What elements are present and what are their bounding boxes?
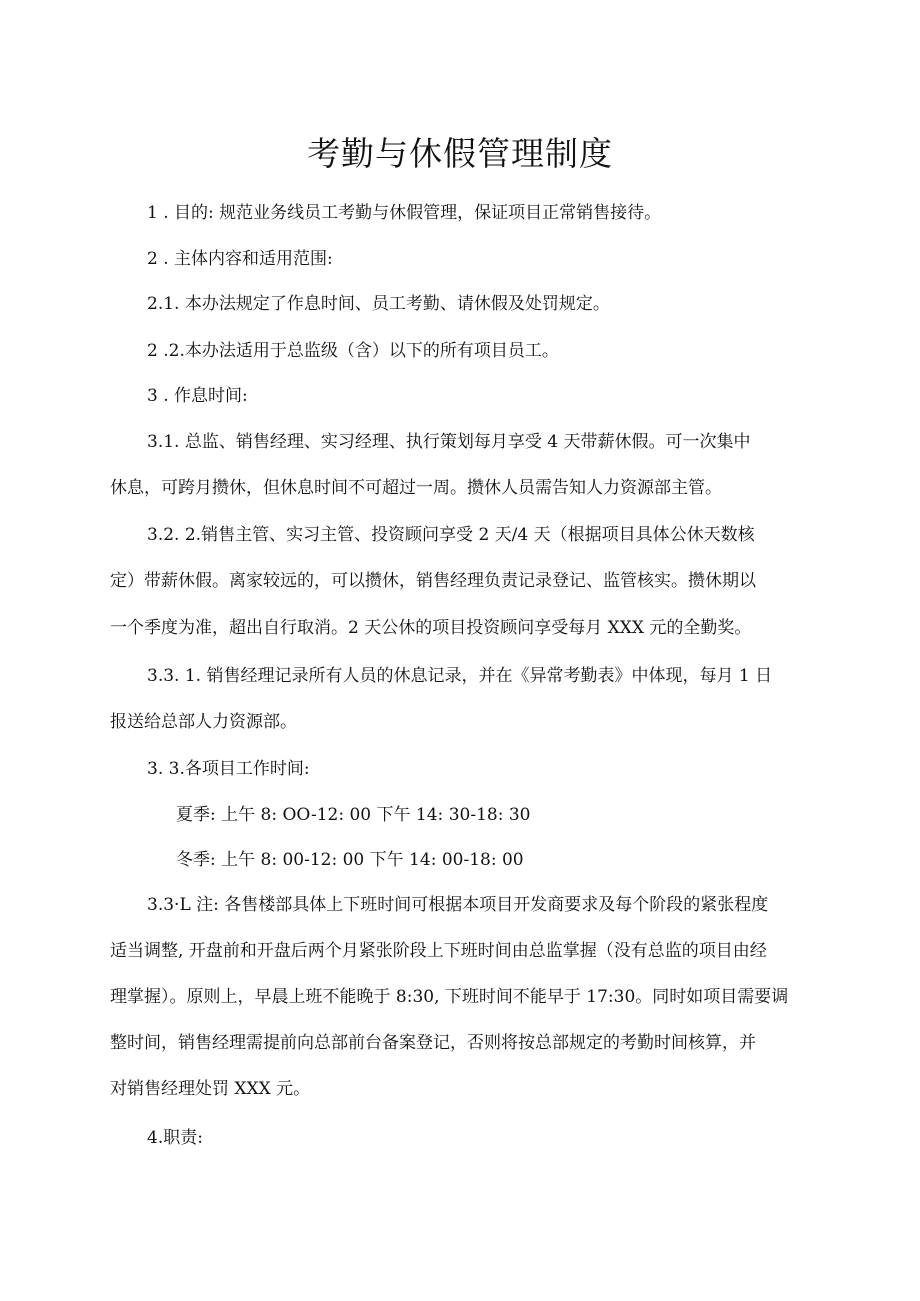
note-line-5: 对销售经理处罚 XXX 元。: [110, 1079, 311, 1099]
section-2-heading: 2 . 主体内容和适用范围:: [147, 249, 333, 269]
note-line-4: 整时间，销售经理需提前向总部前台备案登记，否则将按总部规定的考勤时间核算，并: [110, 1033, 756, 1053]
section-3-2-line-2: 定）带薪休假。离家较远的，可以攒休，销售经理负责记录登记、监管核实。攒休期以: [110, 571, 756, 591]
document-title: 考勤与休假管理制度: [307, 134, 613, 173]
section-work-hours-heading: 3. 3.各项目工作时间:: [147, 759, 310, 779]
note-line-2: 适当调整, 开盘前和开盘后两个月紧张阶段上下班时间由总监掌握（没有总监的项目由经: [110, 941, 767, 961]
section-3-heading: 3 . 作息时间:: [147, 386, 248, 406]
note-line-1: 3.3·L 注: 各售楼部具体上下班时间可根据本项目开发商要求及每个阶段的紧张程度: [147, 895, 769, 915]
section-3-3-line-1: 3.3. 1. 销售经理记录所有人员的休息记录，并在《异常考勤表》中体现，每月 1 日: [147, 666, 773, 686]
section-2-2: 2 .2.本办法适用于总监级（含）以下的所有项目员工。: [147, 341, 559, 361]
summer-hours: 夏季: 上午 8: OO-12: 00 下午 14: 30-18: 30: [176, 805, 531, 825]
note-line-3: 理掌握）。原则上，早晨上班不能晚于 8:30, 下班时间不能早于 17:30。同时如项目需要调: [110, 987, 789, 1007]
section-3-1-line-2: 休息，可跨月攒休，但休息时间不可超过一周。攒休人员需告知人力资源部主管。: [110, 478, 722, 498]
section-3-3-line-2: 报送给总部人力资源部。: [110, 712, 297, 732]
winter-hours: 冬季: 上午 8: 00-12: 00 下午 14: 00-18: 00: [176, 850, 524, 870]
section-3-1-line-1: 3.1. 总监、销售经理、实习经理、执行策划每月享受 4 天带薪休假。可一次集中: [147, 432, 751, 452]
section-2-1: 2.1. 本办法规定了作息时间、员工考勤、请休假及处罚规定。: [147, 294, 610, 314]
section-3-2-line-1: 3.2. 2.销售主管、实习主管、投资顾问享受 2 天/4 天（根据项目具体公休天数核: [147, 525, 755, 545]
section-1-purpose: 1 . 目的: 规范业务线员工考勤与休假管理，保证项目正常销售接待。: [147, 203, 662, 223]
section-4-heading: 4.职责:: [147, 1128, 203, 1148]
section-3-2-line-3: 一个季度为准，超出自行取消。2 天公休的项目投资顾问享受每月 XXX 元的全勤奖。: [110, 618, 752, 638]
